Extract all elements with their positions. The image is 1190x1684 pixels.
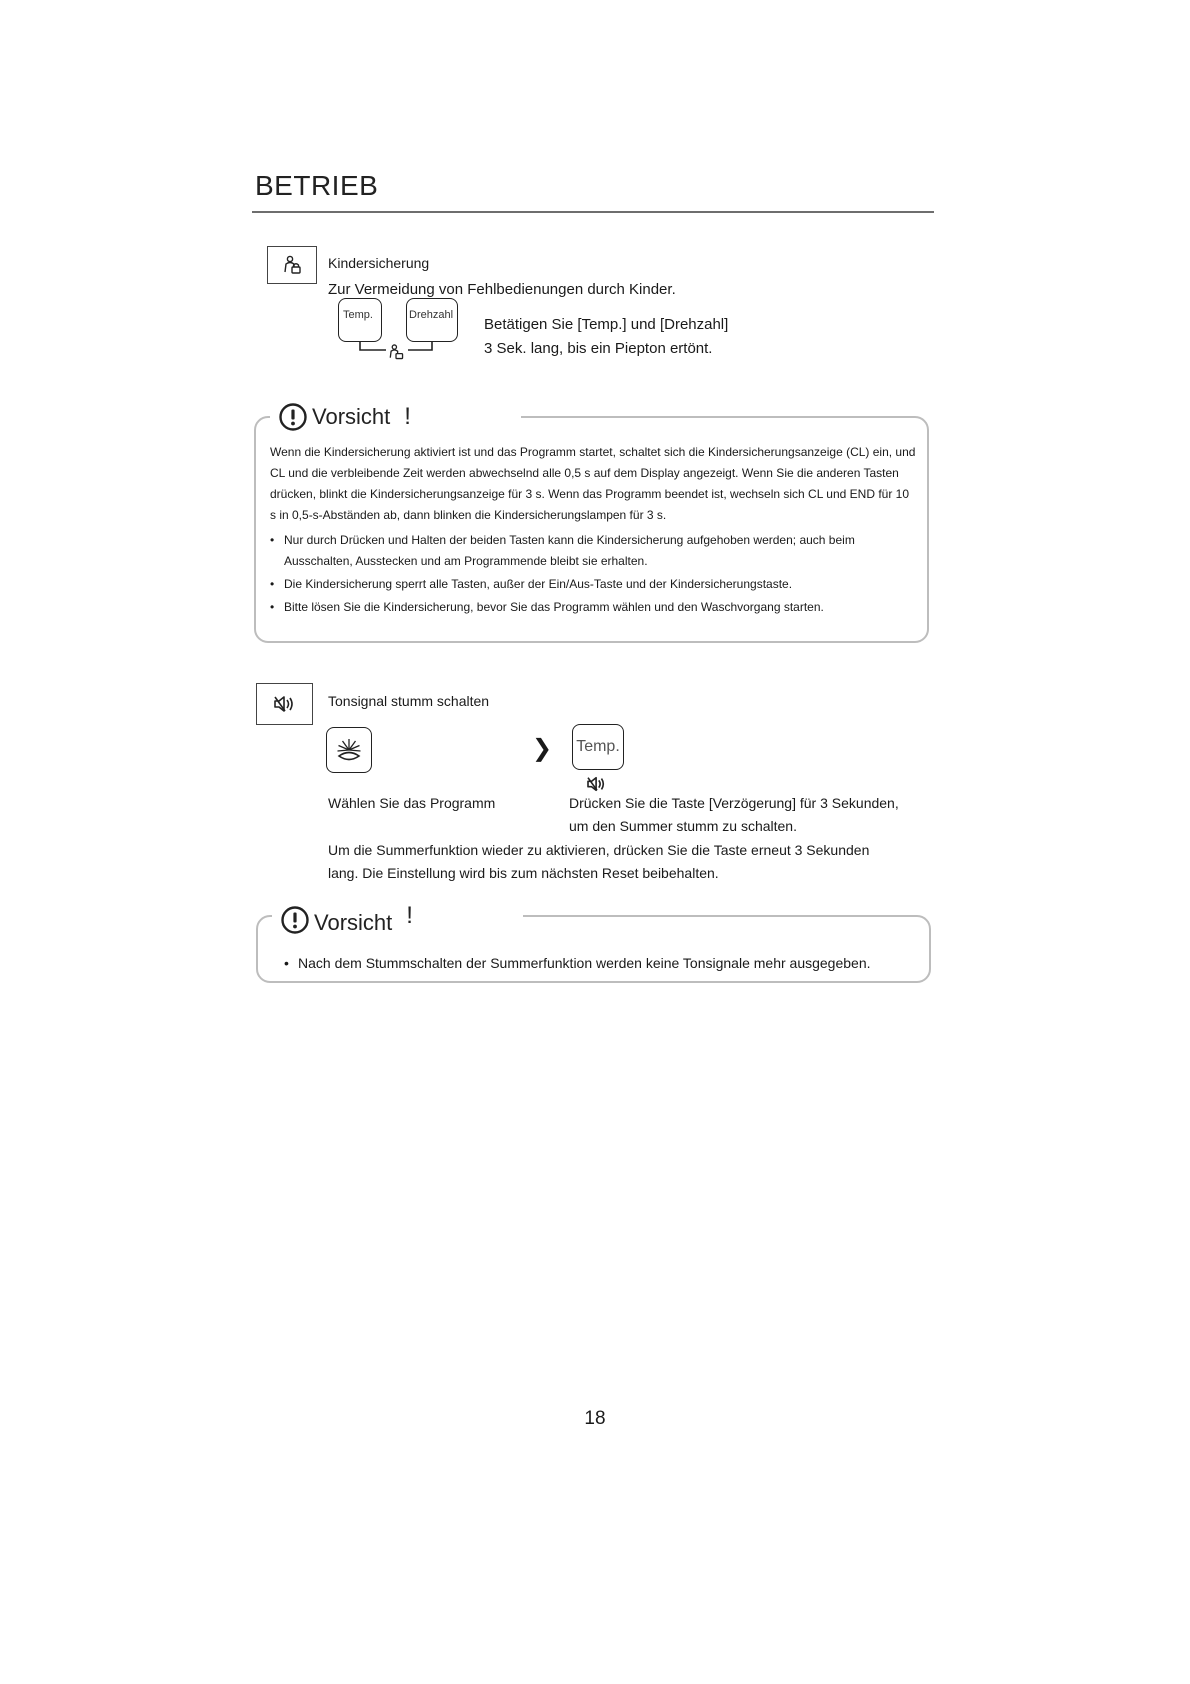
warning-circle-icon: [278, 402, 308, 432]
caution-1-header: [270, 400, 521, 434]
mute-note-line-1: Um die Summerfunktion wieder zu aktivieren, drücken Sie die Taste erneut 3 Sekunden: [328, 842, 870, 858]
caution-1-paragraph: Wenn die Kindersicherung aktiviert ist und das Programm startet, schaltet sich die Kindersicherungsanzeige (CL) ein, und CL und die verbleibende Zeit werden abwechselnd alle 0,5 s auf dem Display angezeigt. Wenn Sie die anderen Tasten drücken, blinkt die Kindersicherungsanzeige für 3 s. Wenn das Programm beendet ist, wechseln sich CL und END für 10 s in 0,5-s-Abständen ab, dann blinken die Kindersicherungslampen für 3 s.: [270, 445, 916, 522]
speaker-mute-small-icon: [586, 775, 608, 793]
child-lock-instruction-1: Betätigen Sie [Temp.] und [Drehzahl]: [484, 316, 729, 333]
speaker-mute-icon: [273, 694, 297, 714]
next-step-arrow-icon: ❯: [532, 735, 553, 762]
temp-key-mute-label: Temp.: [576, 738, 620, 755]
mute-step-2-line-1: Drücken Sie die Taste [Verzögerung] für 3 Sekunden,: [569, 795, 899, 811]
mute-icon-box: [256, 683, 313, 725]
program-dial-icon: [334, 736, 364, 764]
caution-1-title: Vorsicht: [312, 404, 391, 429]
temp-key-label: Temp.: [343, 309, 373, 321]
caution-2-bullet-list: [284, 953, 924, 974]
mute-title: Tonsignal stumm schalten: [328, 693, 490, 709]
child-lock-instruction-2: 3 Sek. lang, bis ein Piepton ertönt.: [484, 340, 713, 357]
mute-step-2-line-2: um den Summer stumm zu schalten.: [569, 818, 797, 834]
child-lock-small-icon: [387, 343, 405, 361]
mute-step-1: Wählen Sie das Programm: [328, 795, 496, 811]
title-divider: [252, 211, 934, 213]
list-item: • Die Kindersicherung sperrt alle Tasten, außer der Ein/Aus-Taste und der Kindersicherungstaste.: [270, 574, 910, 595]
program-selector-key: [326, 727, 372, 773]
child-lock-icon: [281, 254, 303, 276]
warning-circle-icon: [280, 905, 310, 935]
key-combination-diagram: [336, 298, 462, 362]
list-item: • Nach dem Stummschalten der Summerfunktion werden keine Tonsignale mehr ausgegeben.: [284, 953, 924, 974]
list-item: • Bitte lösen Sie die Kindersicherung, bevor Sie das Programm wählen und den Waschvorgang starten.: [270, 597, 910, 618]
caution-2-exclamation: !: [406, 902, 413, 929]
spin-key-label: Drehzahl: [409, 309, 454, 321]
caution-1-bullet-list: [270, 530, 910, 618]
mute-note-line-2: lang. Die Einstellung wird bis zum nächsten Reset beibehalten.: [328, 865, 719, 881]
page-number: 18: [584, 1408, 606, 1429]
child-lock-title: Kindersicherung: [328, 255, 430, 271]
caution-1-exclamation: !: [404, 403, 411, 430]
caution-2-title: Vorsicht: [314, 910, 393, 935]
page-title: BETRIEB: [255, 170, 379, 201]
temp-key-mute: [572, 724, 624, 770]
list-item: • Nur durch Drücken und Halten der beiden Tasten kann die Kindersicherung aufgehoben werden; auch beim Ausschalten, Ausstecken und am Programmende bleibt sie erhalten.: [270, 530, 910, 572]
child-lock-subtitle: Zur Vermeidung von Fehlbedienungen durch Kinder.: [328, 281, 676, 298]
caution-2-header: [272, 902, 523, 938]
child-lock-icon-box: [267, 246, 317, 284]
